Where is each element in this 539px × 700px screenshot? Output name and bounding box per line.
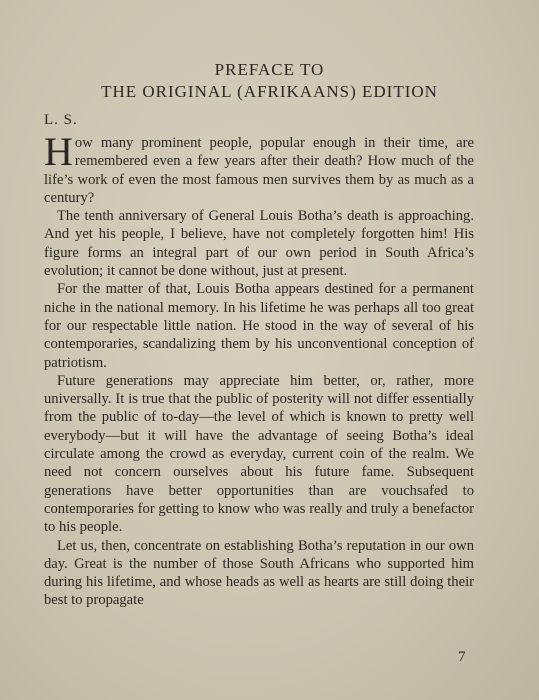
preface-heading-line-2: THE ORIGINAL (AFRIKAANS) EDITION: [101, 82, 438, 101]
paragraph-2: The tenth anniversary of General Louis Botha’s death is approaching. And yet his people, I believe, have not completely forgotten him! His figure forms an integral part of our own period in South Africa’s evolution; it cannot be done without, just at present.: [44, 208, 474, 280]
paragraph-1: [44, 129, 474, 207]
paragraph-5: Let us, then, concentrate on establishing Botha’s reputation in our own day. Great is the number of those South Africans who supported him during his lifetime, and whose heads as well as hearts are still doing their best to propagate: [44, 537, 474, 609]
paragraph-3: For the matter of that, Louis Botha appears destined for a permanent niche in the national memory. In his lifetime he was perhaps all too great for our respectable little nation. He stood in the way of several of his contemporaries, scandalizing them by his unconventional conception of patriotism.: [44, 281, 474, 371]
preface-body: [44, 129, 474, 610]
paragraph-1-text: ow many prominent people, popular enough in their time, are remembered even a few years after their death? How much of the life’s work of even the most famous men survives them by as much as a century?: [44, 135, 474, 206]
page-number: 7: [458, 649, 466, 665]
author-initials: L. S.: [44, 112, 78, 128]
preface-heading-line-1: PREFACE TO: [214, 60, 325, 79]
drop-cap: H: [44, 129, 73, 174]
paragraph-4: Future generations may appreciate him better, or, rather, more universally. It is true that the public of posterity will not differ essentially from the public of to-day—the level of which is known to pretty well everybody—but it will have the advantage of seeing Botha’s ideal circulate among the crowd as everyday, current coin of the realm. We need not concern ourselves about his future fame. Subsequent generations have better opportunities than are vouchsafed to contemporaries for getting to know who was really and truly a benefactor to his people.: [44, 372, 474, 536]
